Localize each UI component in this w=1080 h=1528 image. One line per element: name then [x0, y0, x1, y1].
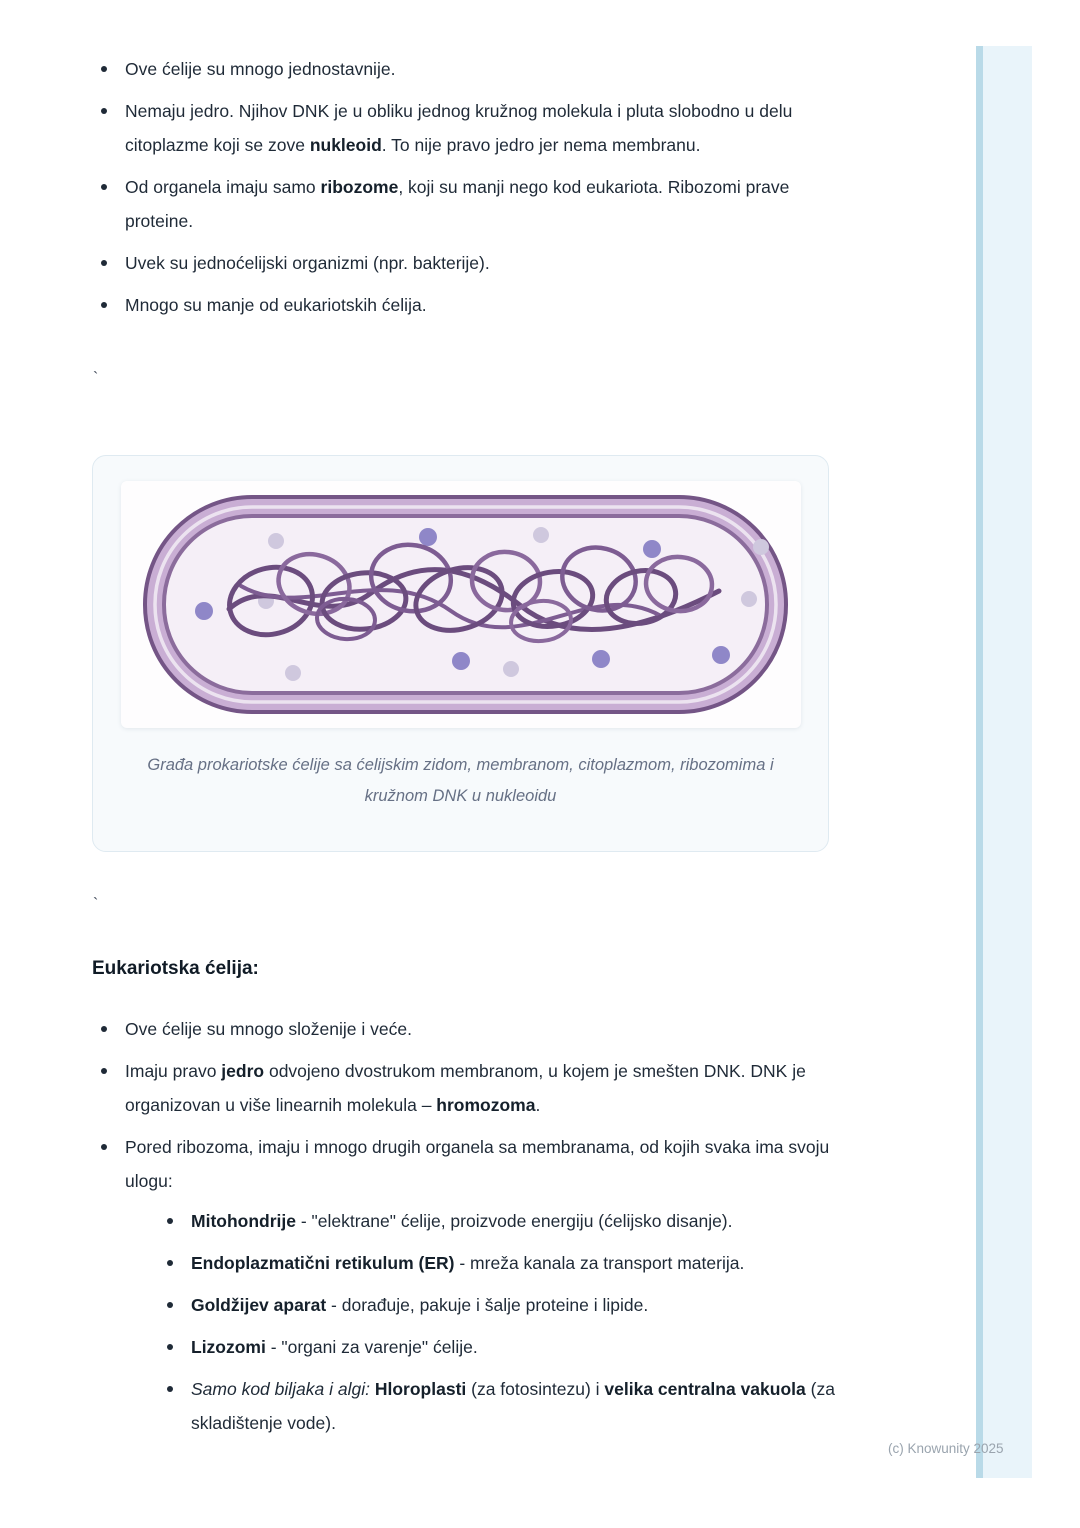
text-run: odvojeno dvostrukom membranom, u kojem je smešten DNK. DNK je organizovan u više linearnih molekula –	[125, 1061, 806, 1115]
text-run: Ove ćelije su mnogo složenije i veće.	[125, 1019, 412, 1039]
text-run: Od organela imaju samo	[125, 177, 321, 197]
text-run: - "elektrane" ćelije, proizvode energiju (ćelijsko disanje).	[295, 1211, 733, 1231]
text-run: Samo kod biljaka i algi:	[191, 1379, 370, 1399]
text-run: nukleoid	[309, 135, 382, 155]
text-run: Lizozomi	[191, 1337, 266, 1357]
text-run: Mitohondrije	[191, 1211, 296, 1231]
text-run: hromozoma	[436, 1095, 536, 1115]
text-run: Endoplazmatični retikulum (ER)	[191, 1253, 455, 1273]
text-run: Mnogo su manje od eukariotskih ćelija.	[125, 295, 427, 315]
bullet-item	[92, 1054, 840, 1122]
text-run: .	[535, 1095, 541, 1115]
text-run: velika centralna vakuola	[604, 1379, 806, 1399]
text-run: - "organi za varenje" ćelije.	[265, 1337, 478, 1357]
text-run: Pored ribozoma, imaju i mnogo drugih organela sa membranama, od kojih svaka ima svoju ulogu:	[125, 1137, 830, 1191]
figure-image	[121, 481, 801, 728]
figure-caption: Građa prokariotske ćelije sa ćelijskim zidom, membranom, citoplazmom, ribozomima i kružnom DNK u nukleoidu	[147, 756, 774, 805]
bullet-item	[92, 1012, 840, 1046]
prokaryote-bullet-list	[92, 52, 834, 330]
bullet-item	[92, 246, 834, 280]
bullet-item	[92, 52, 834, 86]
bullet-item	[92, 94, 834, 162]
text-run: (za fotosintezu) i	[466, 1379, 605, 1399]
text-run: Nemaju jedro. Njihov DNK je u obliku jednog kružnog molekula i pluta slobodno u delu citoplazme koji se zove	[125, 101, 793, 155]
figure-card	[92, 455, 829, 852]
text-run: - dorađuje, pakuje i šalje proteine i lipide.	[326, 1295, 649, 1315]
text-run: - mreža kanala za transport materija.	[454, 1253, 745, 1273]
text-run: . To nije pravo jedro jer nema membranu.	[381, 135, 701, 155]
copyright-watermark: (c) Knowunity 2025	[888, 1441, 1004, 1456]
section-heading: Eukariotska ćelija:	[92, 958, 259, 979]
bullet-item	[158, 1204, 840, 1238]
bullet-item	[158, 1372, 840, 1440]
text-run: , koji su manji nego kod eukariota. Ribozomi prave proteine.	[125, 177, 790, 231]
nested-bullet-list	[158, 1204, 840, 1440]
prokaryote-cell-illustration	[121, 481, 801, 728]
text-run: (za skladištenje vode).	[191, 1379, 835, 1433]
stray-backtick: `	[93, 896, 99, 913]
eukaryote-bullet-list	[92, 1012, 840, 1448]
text-run: Uvek su jednoćelijski organizmi (npr. bakterije).	[125, 253, 490, 273]
stray-backtick: `	[93, 370, 99, 387]
text-run: Ove ćelije su mnogo jednostavnije.	[125, 59, 396, 79]
text-run: Hloroplasti	[374, 1379, 467, 1399]
text-run: Imaju pravo	[125, 1061, 222, 1081]
bullet-item	[158, 1288, 840, 1322]
text-run: jedro	[221, 1061, 265, 1081]
bullet-item	[92, 170, 834, 238]
text-run: ribozome	[320, 177, 399, 197]
bullet-item	[158, 1246, 840, 1280]
bullet-item	[158, 1330, 840, 1364]
bullet-item	[92, 288, 834, 322]
page-edge-strip	[976, 46, 1032, 1478]
bullet-item	[92, 1130, 840, 1440]
text-run: Goldžijev aparat	[191, 1295, 327, 1315]
